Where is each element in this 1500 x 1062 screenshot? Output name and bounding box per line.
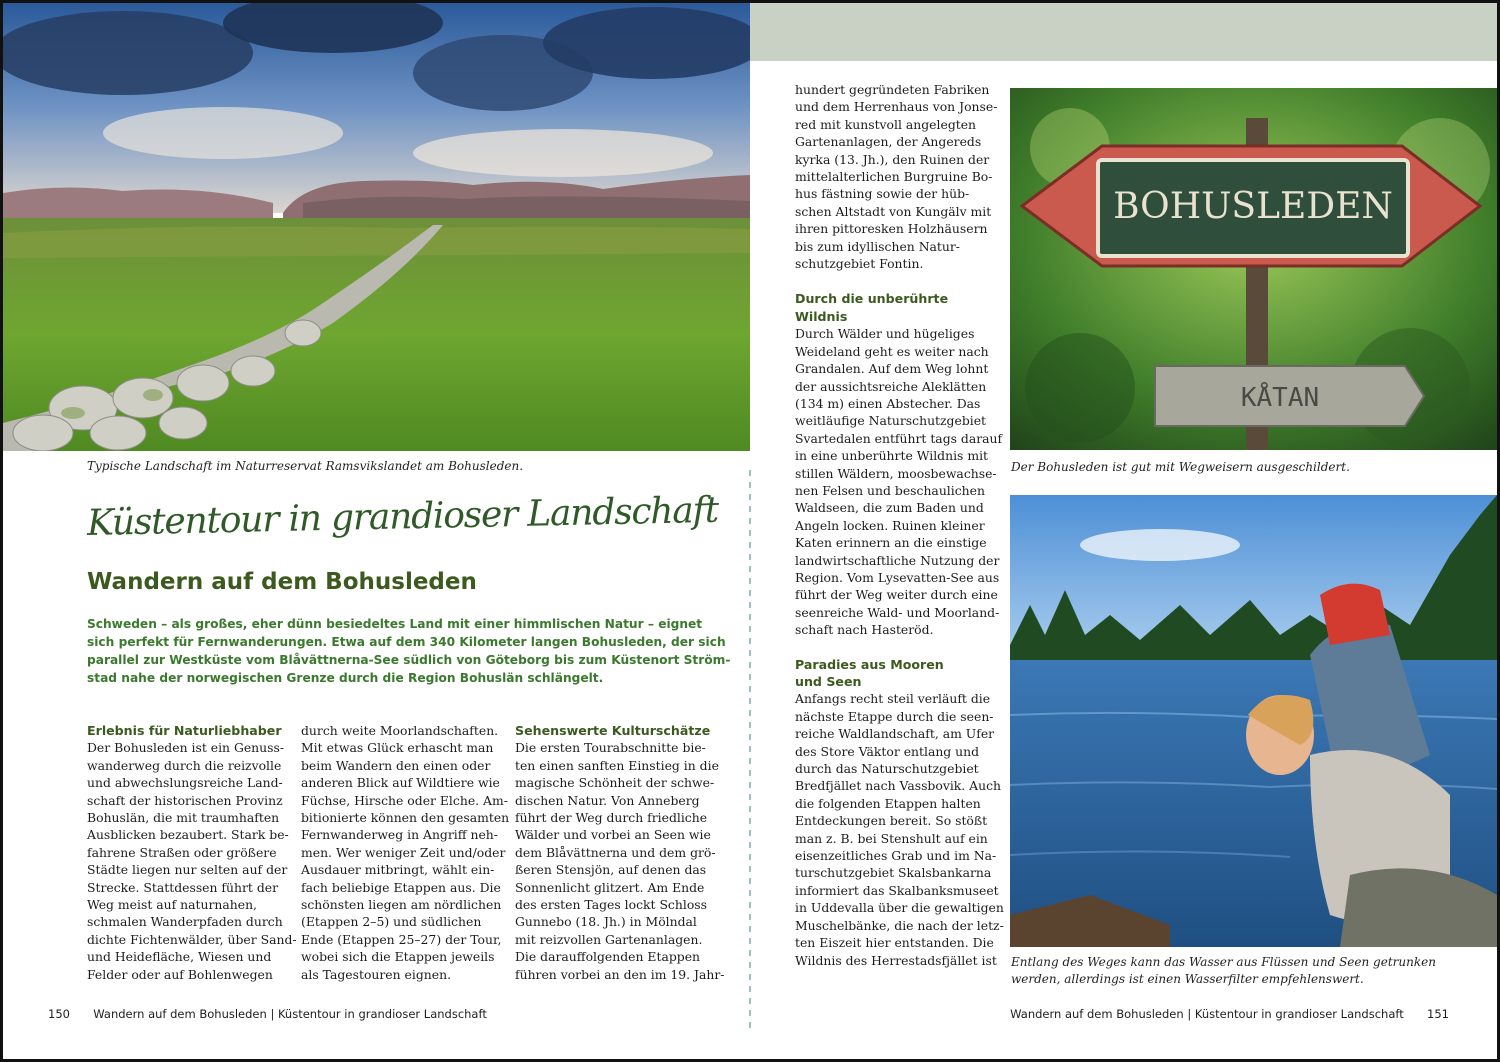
right-page [750,0,1500,1062]
text-line: des ersten Tages lockt Schloss [515,897,707,913]
text-line: dem Blåvättnerna und dem grö- [515,844,716,860]
text-line: Mit etwas Glück erhascht man [301,740,494,756]
text-line: ten einen sanften Einstieg in die [515,757,719,773]
text-line: hus fästning sowie der hüb- [795,186,970,202]
text-line: führen vorbei an den im 19. Jahr- [515,966,725,982]
text-line: schen Altstadt von Kungälv mit [795,203,992,219]
text-line: Ausdauer mitbringt, wählt ein- [301,862,495,878]
text-line: stillen Wäldern, moosbewachse- [795,465,997,481]
text-line: weitläufige Naturschutzgebiet [795,413,987,429]
text-line: Katen erinnern an die einstige [795,535,987,551]
text-line: wanderweg durch die reizvolle [87,757,282,773]
text-line: nächste Etappe durch die seen- [795,708,994,724]
text-line: führt der Weg durch friedliche [515,810,708,826]
text-line: Der Bohusleden ist ein Genuss- [87,740,285,756]
gutter-divider [749,470,751,1030]
sign-caption: Der Bohusleden ist gut mit Wegweisern ausgeschildert. [1011,460,1350,474]
text-line: ihren pittoresken Holzhäusern [795,221,988,237]
text-column-2 [301,722,510,983]
sign-text: BOHUSLEDEN [1113,186,1393,227]
text-line: Region. Vom Lysevatten-See aus [795,569,1000,585]
text-line: bitionierte können den gesamten [301,810,510,826]
text-line: reiche Waldlandschaft, am Ufer [795,726,995,742]
text-line: in Uddevalla über die gewaltigen [795,900,1004,916]
text-line: Weideland geht es weiter nach [795,343,989,359]
text-line: anderen Blick auf Wildtiere wie [301,775,500,791]
running-title: Wandern auf dem Bohusleden | Küstentour in grandioser Landschaft [93,1007,487,1021]
text-line: des Store Väktor entlang und [795,743,980,759]
section-heading: und Seen [795,674,862,689]
text-line: (Etappen 2–5) und südlichen [301,914,482,930]
lake-caption [1011,954,1491,988]
text-line: und abwechslungsreiche Land- [87,775,283,791]
lower-sign-text: KÅTAN [1240,383,1320,413]
text-line: Svartedalen entführt tags darauf [795,430,1003,446]
text-line: Weg meist auf naturnahen, [87,897,257,913]
text-line: fahrene Straßen oder größere [87,844,277,860]
text-line: Waldseen, die zum Baden und [795,500,984,516]
text-line: mittelalterlichen Burgruine Bo- [795,169,993,185]
text-line: Ausblicken bezaubert. Stark be- [87,827,289,843]
section-heading: Wildnis [795,308,848,324]
script-title: Küstentour in grandioser Landschaft [86,489,719,544]
text-line: Bredfjället nach Vassbovik. Auch [795,778,1002,794]
text-line: red mit kunstvoll angelegten [795,116,977,132]
text-column-3 [515,722,725,983]
lake-photo [1010,495,1497,947]
text-line: Strecke. Stattdessen führt der [87,879,279,895]
text-line: eisenzeitliches Grab und im Na- [795,848,997,864]
text-line: mit reizvollen Gartenanlagen. [515,931,703,947]
text-line: Gartenanlagen, der Angereds [795,134,982,150]
caption-line: Entlang des Weges kann das Wasser aus Flüssen und Seen getrunken [1011,955,1436,969]
intro-line: stad nahe der norwegischen Grenze durch die Region Bohuslän schlängelt. [87,671,604,685]
text-line: Fernwanderweg in Angriff neh- [301,827,498,843]
text-line: landwirtschaftliche Nutzung der [795,552,1000,568]
text-line: hundert gegründeten Fabriken [795,82,990,97]
text-line: Durch Wälder und hügeliges [795,326,975,342]
text-line: der aussichtsreiche Aleklätten [795,378,987,394]
hero-photo [3,3,750,451]
text-line: Angeln locken. Ruinen kleiner [795,517,985,533]
text-line: dischen Natur. Von Anneberg [515,792,700,808]
text-line: Bohuslän, die mit traumhaften [87,810,280,826]
text-line: Felder oder auf Bohlenwegen [87,966,273,982]
text-line: ßeren Stensjön, auf denen das [515,862,707,878]
text-line: Anfangs recht steil verläuft die [795,691,991,707]
section-heading: Sehenswerte Kulturschätze [515,723,711,738]
text-line: schutzgebiet Fontin. [795,256,924,272]
text-line: und dem Herrenhaus von Jonse- [795,99,998,115]
text-line: turschutzgebiet Skalsbankarna [795,865,992,881]
hero-caption: Typische Landschaft im Naturreservat Ramsvikslandet am Bohusleden. [87,459,524,473]
page-title: Wandern auf dem Bohusleden [87,569,477,595]
top-color-band [750,3,1500,61]
text-line: schönsten liegen am nördlichen [301,897,502,913]
text-line: ten Eiszeit hier entstanden. Die [795,935,994,951]
text-line: Wälder und vorbei an Seen wie [515,827,711,843]
text-line: informiert das Skalbanksmuseet [795,882,999,898]
intro-line: parallel zur Westküste vom Blåvättnerna-See südlich von Göteborg bis zum Küstenort Ström- [87,653,731,667]
text-line: Grandalen. Auf dem Weg lohnt [795,361,989,377]
text-line: Muschelbänke, die nach der letz- [795,917,1004,933]
text-line: man z. B. bei Stenshult auf ein [795,830,988,846]
text-line: Wildnis des Herrestadsfjället ist [795,952,997,968]
text-line: schaft nach Hasteröd. [795,622,934,638]
text-line: beim Wandern den einen oder [301,757,491,773]
text-line: führt der Weg weiter durch eine [795,587,998,603]
intro-paragraph [87,615,731,687]
text-line: fach beliebige Etappen aus. Die [301,879,501,895]
footer [48,1007,487,1021]
text-line: Füchse, Hirsche oder Elche. Am- [301,792,508,808]
page-number: 151 [1427,1007,1449,1021]
text-line: seenreiche Wald- und Moorland- [795,604,1000,620]
text-line: durch weite Moorlandschaften. [301,723,499,738]
text-line: schaft der historischen Provinz [87,792,283,808]
text-column-4 [795,81,1004,969]
text-line: durch das Naturschutzgebiet [795,761,979,777]
text-line: in eine unberührte Wildnis mit [795,448,989,464]
signpost-image [1010,88,1497,450]
caption-line: werden, allerdings ist einen Wasserfilter empfehlenswert. [1011,972,1364,986]
page-number: 150 [48,1007,70,1021]
text-line: schmalen Wanderpfaden durch [87,914,283,930]
intro-line: Schweden – als großes, eher dünn besiedeltes Land mit einer himmlischen Natur – eignet [87,617,703,631]
text-line: Sonnenlicht glitzert. Am Ende [515,879,705,895]
text-line: dichte Fichtenwälder, über Sand- [87,931,297,947]
text-line: kyrka (13. Jh.), den Ruinen der [795,151,990,167]
text-line: Städte liegen nur selten auf der [87,862,288,878]
text-line: magische Schönheit der schwe- [515,775,715,791]
text-line: wobei sich die Etappen jeweils [301,949,495,965]
text-line: nen Felsen und beschaulichen [795,482,985,498]
text-line: Die ersten Tourabschnitte bie- [515,740,706,756]
text-line: Entdeckungen bereit. So stößt [795,813,988,829]
hero-landscape-image [3,3,750,451]
text-line: Ende (Etappen 25–27) der Tour, [301,931,502,947]
text-line: Die darauffolgenden Etappen [515,949,701,965]
running-title: Wandern auf dem Bohusleden | Küstentour in grandioser Landschaft [1010,1007,1404,1021]
text-line: und Heidefläche, Wiesen und [87,949,272,965]
text-line: bis zum idyllischen Natur- [795,238,960,254]
lake-hiker-image [1010,495,1497,947]
section-heading: Durch die unberührte [795,291,949,307]
section-heading: Paradies aus Mooren [795,656,944,672]
text-line: als Tagestouren eignen. [301,966,452,982]
sign-photo [1010,88,1497,450]
text-line: men. Wer weniger Zeit und/oder [301,844,506,860]
text-column-1 [87,722,297,983]
footer [1010,1007,1449,1021]
text-line: (134 m) einen Abstecher. Das [795,395,981,411]
text-line: Gunnebo (18. Jh.) in Mölndal [515,914,697,930]
section-heading: Erlebnis für Naturliebhaber [87,723,282,738]
intro-line: sich perfekt für Fernwanderungen. Etwa auf dem 340 Kilometer langen Bohusleden, der sich [87,635,726,649]
text-line: die folgenden Etappen halten [795,795,981,811]
